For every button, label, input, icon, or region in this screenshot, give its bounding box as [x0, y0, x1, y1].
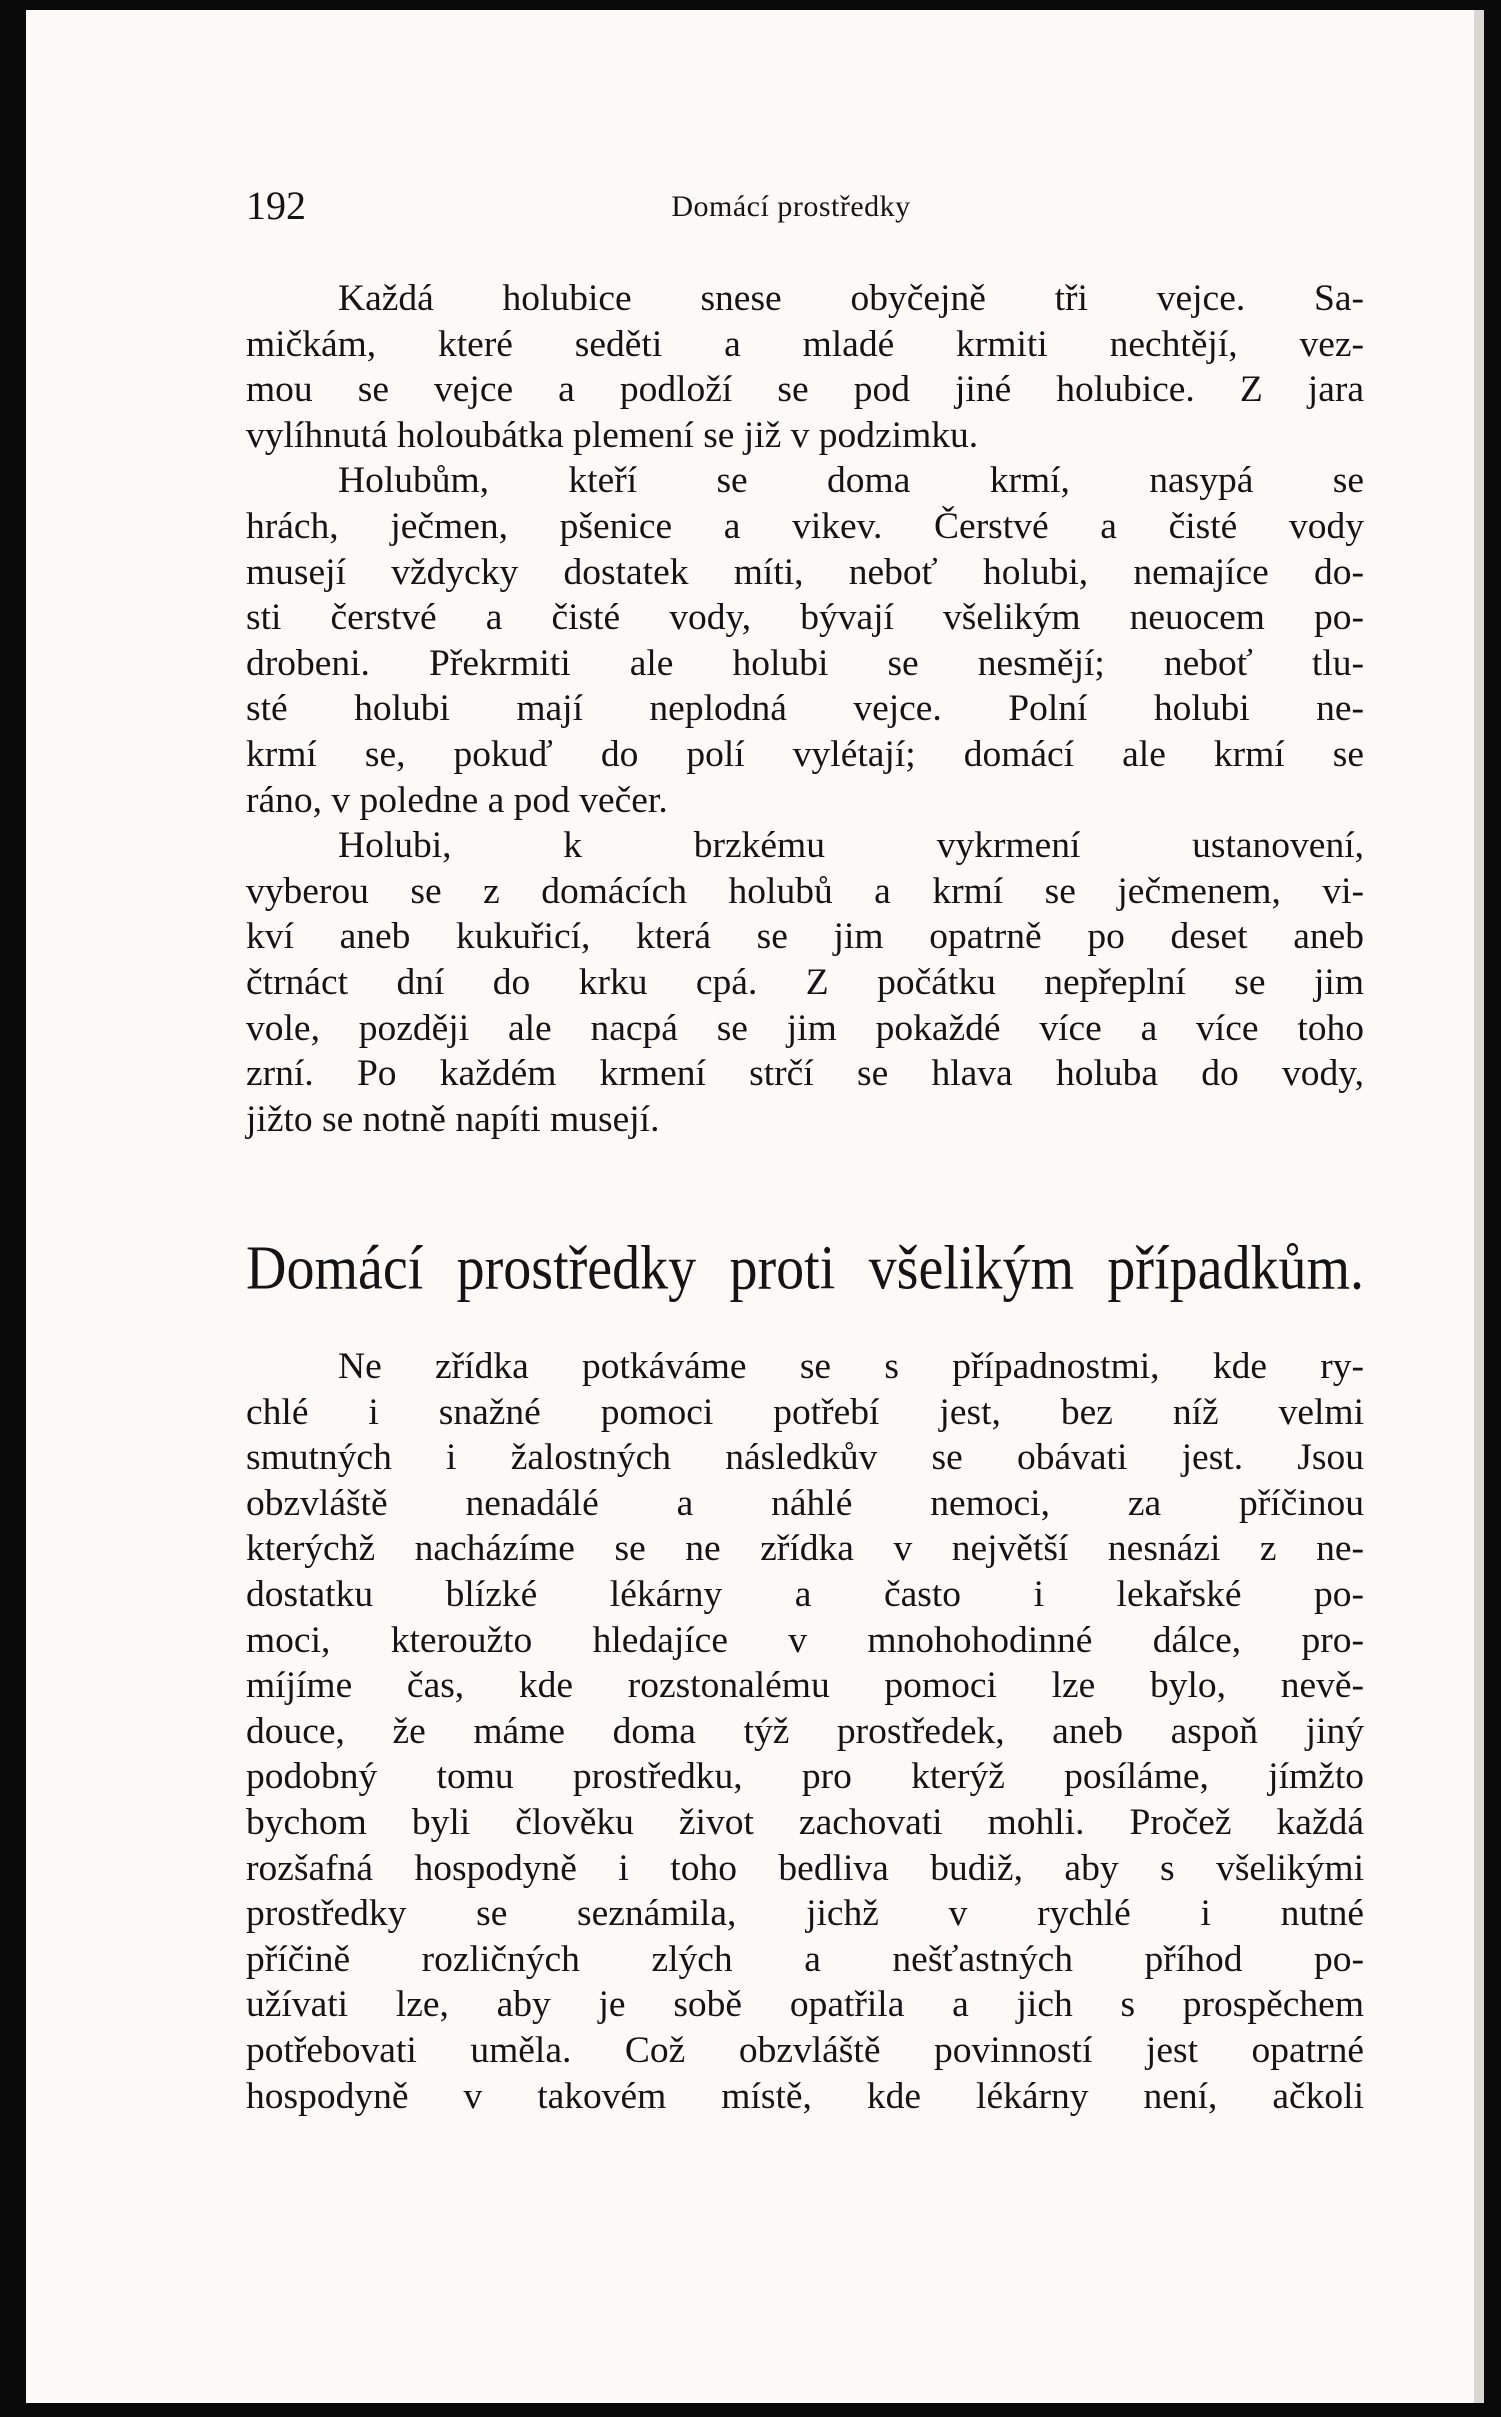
text-line: vyberou se z domácích holubů a krmí se ječmenem, vi-	[246, 870, 1364, 912]
text-line: Holubi, k brzkému vykrmení ustanovení,	[338, 825, 1364, 867]
text-line: sti čerstvé a čisté vody, bývají všelikým neuocem po-	[246, 597, 1364, 639]
text-line: vylíhnutá holoubátka plemení se již v podzimku.	[246, 414, 979, 456]
text-line: hrách, ječmen, pšenice a vikev. Čerstvé a čisté vody	[246, 505, 1364, 547]
text-line: smutných i žalostných následkův se obávati jest. Jsou	[246, 1437, 1364, 1479]
text-line: čtrnáct dní do krku cpá. Z počátku nepřeplní se jim	[246, 961, 1364, 1003]
text-line: jižto se notně napíti musejí.	[246, 1098, 660, 1140]
text-line: podobný tomu prostředku, pro kterýž posíláme, jímžto	[246, 1756, 1364, 1798]
paragraph-block-pigeons	[246, 276, 1364, 1142]
text-line: mou se vejce a podloží se pod jiné holubice. Z jara	[246, 369, 1364, 411]
page-edge	[1474, 10, 1484, 2403]
text-line: bychom byli člověku život zachovati mohli. Pročež každá	[246, 1801, 1364, 1843]
section-heading: Domácí prostředky proti všelikým případkům.	[246, 1233, 1364, 1304]
text-line: mičkám, které seděti a mladé krmiti nechtějí, vez-	[246, 323, 1364, 365]
text-line: příčině rozličných zlých a nešťastných příhod po-	[246, 1938, 1364, 1980]
text-line: moci, kteroužto hledajíce v mnohohodinné dálce, pro-	[246, 1619, 1364, 1661]
text-line: kterýchž nacházíme se ne zřídka v největší nesnázi z ne-	[246, 1528, 1364, 1570]
page-header	[246, 178, 1336, 234]
text-line: vole, později ale nacpá se jim pokaždé více a více toho	[246, 1007, 1364, 1049]
text-line: musejí vždycky dostatek míti, neboť holubi, nemajíce do-	[246, 551, 1364, 593]
running-title: Domácí prostředky	[671, 190, 911, 223]
text-line: Každá holubice snese obyčejně tři vejce. Sa-	[338, 278, 1364, 319]
text-line: ráno, v poledne a pod večer.	[246, 779, 668, 821]
text-line: zrní. Po každém krmení strčí se hlava holuba do vody,	[246, 1053, 1364, 1095]
text-line: potřebovati uměla. Což obzvláště povinností jest opatrné	[246, 2029, 1364, 2071]
text-line: obzvláště nenadálé a náhlé nemoci, za příčinou	[246, 1482, 1364, 1524]
text-line: prostředky se seznámila, jichž v rychlé i nutné	[246, 1893, 1364, 1935]
text-line: douce, že máme doma týž prostředek, aneb aspoň jiný	[246, 1710, 1364, 1752]
text-line: Ne zřídka potkáváme se s případnostmi, kde ry-	[338, 1346, 1364, 1387]
page-number: 192	[246, 183, 306, 228]
text-line: hospodyně v takovém místě, kde lékárny není, ačkoli	[246, 2075, 1364, 2117]
text-line: sté holubi mají neplodná vejce. Polní holubi ne-	[246, 688, 1364, 730]
text-line: kví aneb kukuřicí, která se jim opatrně po deset aneb	[246, 916, 1364, 958]
text-line: rozšafná hospodyně i toho bedliva budiž, aby s všelikými	[246, 1847, 1364, 1889]
text-line: drobeni. Překrmiti ale holubi se nesmějí; neboť tlu-	[246, 642, 1364, 684]
text-line: krmí se, pokuď do polí vylétají; domácí ale krmí se	[246, 733, 1364, 775]
text-line: míjíme čas, kde rozstonalému pomoci lze bylo, nevě-	[246, 1665, 1364, 1707]
text-line: Holubům, kteří se doma krmí, nasypá se	[338, 460, 1364, 502]
text-line: užívati lze, aby je sobě opatřila a jich s prospěchem	[246, 1984, 1364, 2026]
paragraph-block-remedies	[246, 1344, 1364, 2119]
text-line: dostatku blízké lékárny a často i lekařské po-	[246, 1573, 1364, 1615]
text-line: chlé i snažné pomoci potřebí jest, bez níž velmi	[246, 1391, 1364, 1433]
